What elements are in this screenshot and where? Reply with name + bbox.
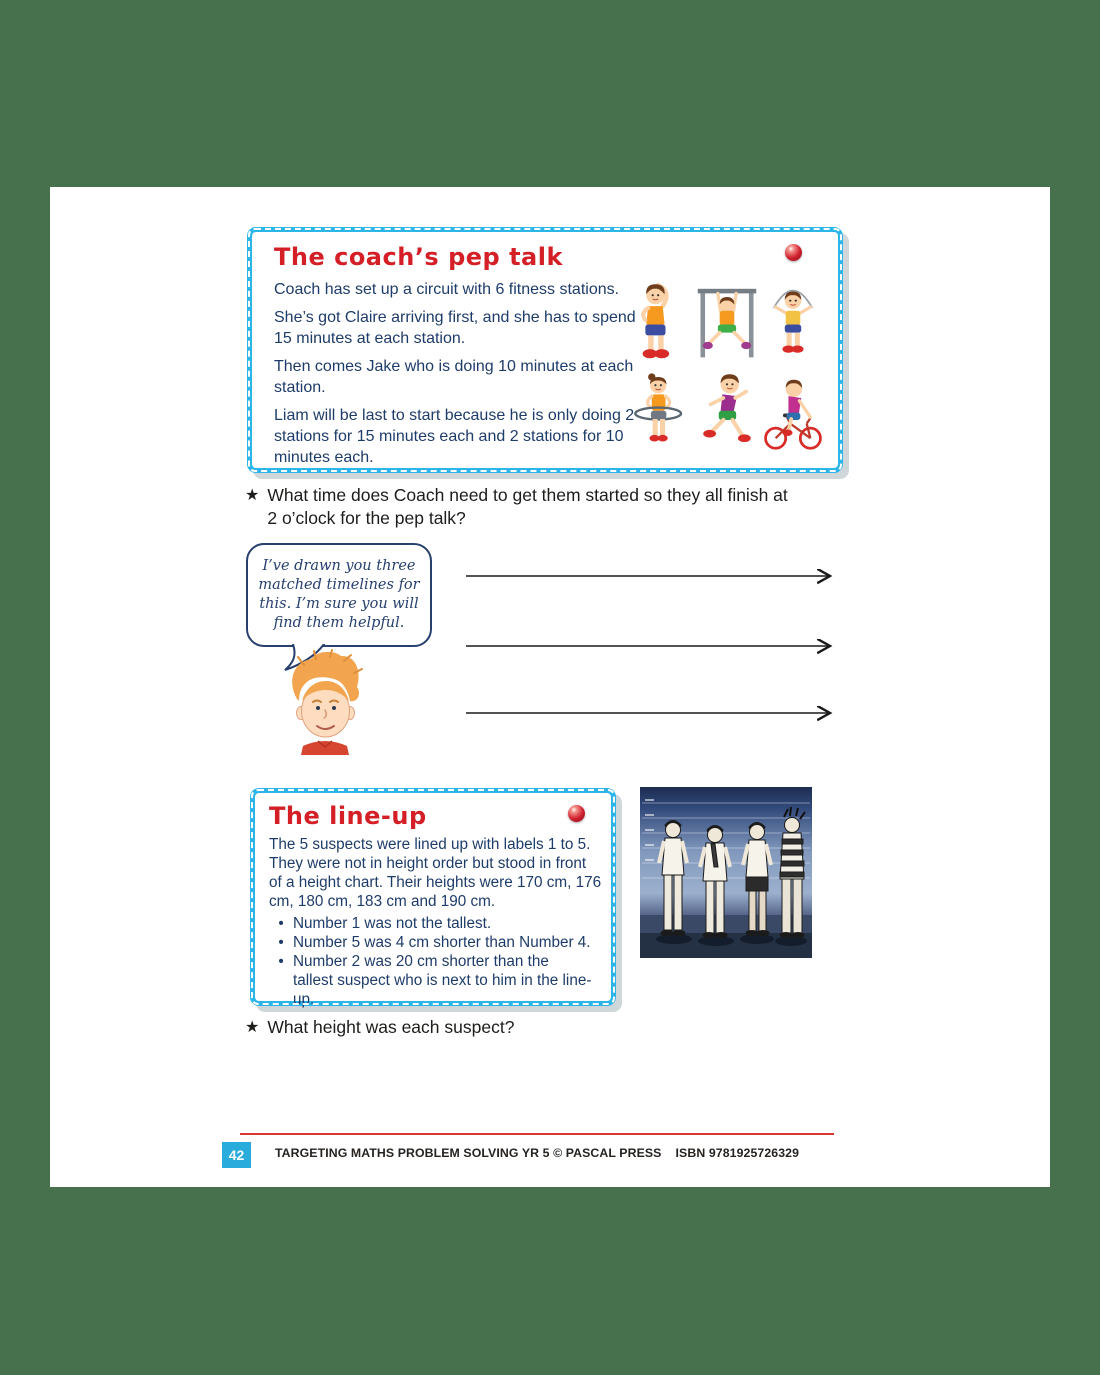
kid-running-icon — [695, 370, 759, 458]
pep-talk-card — [247, 227, 843, 473]
page-number-badge: 42 — [222, 1142, 251, 1168]
star-bullet-icon: ★ — [245, 1019, 260, 1036]
red-pushpin-icon — [568, 805, 585, 822]
clue-item: • Number 1 was not the tallest. — [269, 914, 597, 933]
pep-talk-paragraph: Coach has set up a circuit with 6 fitness stations. — [274, 281, 620, 298]
fitness-kids-illustration — [628, 280, 828, 460]
kid-cycling-icon — [761, 370, 825, 458]
bullet-dot: • — [278, 934, 284, 951]
question-text: What height was each suspect? — [267, 1017, 515, 1037]
kid-pullup-bar-icon — [695, 280, 759, 368]
police-lineup-illustration — [640, 787, 812, 958]
star-bullet-icon: ★ — [245, 487, 260, 504]
line-up-clues — [269, 914, 597, 1009]
question-line-up — [245, 1016, 807, 1039]
pep-talk-title: The coach’s pep talk — [274, 243, 563, 271]
pep-talk-paragraph: She’s got Claire arriving first, and she has to spend 15 minutes at each station. — [274, 309, 636, 347]
helper-speech-bubble — [246, 543, 432, 647]
kid-skipping-rope-icon — [761, 280, 825, 368]
footer-credit: TARGETING MATHS PROBLEM SOLVING YR 5 © PASCAL PRESS ISBN 9781925726329 — [274, 1146, 800, 1160]
question-pep-talk — [245, 484, 795, 530]
footer-divider-line — [240, 1133, 834, 1135]
bullet-dot: • — [278, 915, 284, 932]
clue-item: • Number 2 was 20 cm shorter than the tallest suspect who is next to him in the line-up. — [269, 952, 597, 1009]
clue-item: • Number 5 was 4 cm shorter than Number 4. — [269, 933, 597, 952]
line-up-card — [250, 788, 616, 1006]
pep-talk-paragraph: Then comes Jake who is doing 10 minutes at each station. — [274, 358, 634, 396]
question-text: What time does Coach need to get them started so they all finish at 2 o’clock for the pep talk? — [267, 485, 788, 528]
kid-hula-hoop-icon — [628, 370, 692, 458]
line-up-title: The line-up — [269, 802, 427, 830]
workbook-page — [50, 187, 1050, 1187]
kid-stretching-icon — [628, 280, 692, 368]
boy-face-illustration — [284, 649, 366, 755]
red-pushpin-icon — [785, 244, 802, 261]
line-up-intro: The 5 suspects were lined up with labels 1 to 5. They were not in height order but stood in front of a height chart. Their heights were 170 cm, 176 cm, 180 cm, 183 cm and 190 cm. — [269, 836, 602, 910]
speech-bubble-text: I’ve drawn you three matched timelines for this. I’m sure you will find them helpful. — [258, 558, 420, 631]
timeline-arrows — [464, 567, 844, 723]
pep-talk-paragraph: Liam will be last to start because he is only doing 2 stations for 15 minutes each and 2 stations for 10 minutes each. — [274, 407, 635, 466]
bullet-dot: • — [278, 953, 284, 970]
